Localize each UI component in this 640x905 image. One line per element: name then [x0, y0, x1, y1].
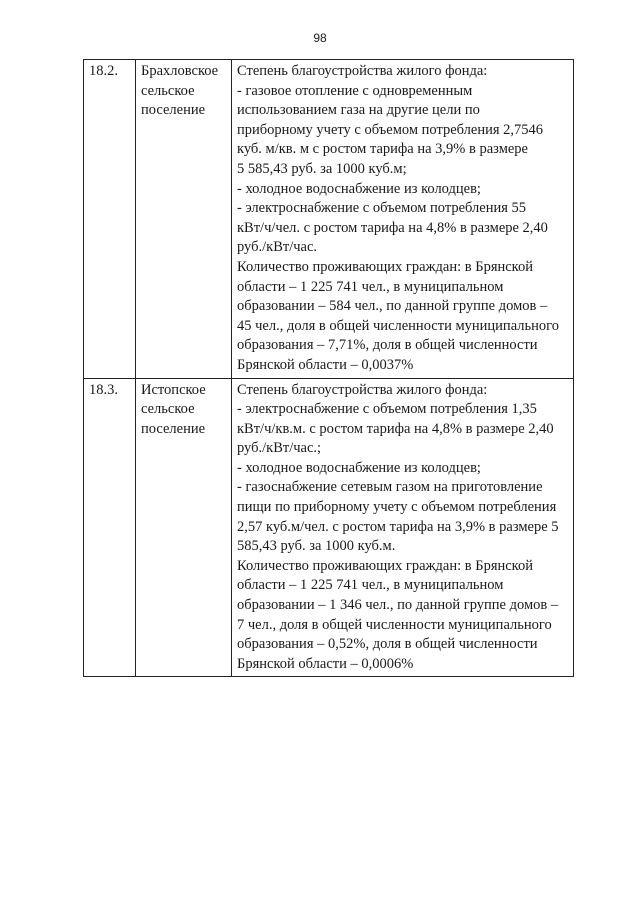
description-line: - газовое отопление с одновременным — [237, 82, 473, 99]
description-line: образовании – 1 346 чел., по данной группе домов – — [237, 597, 559, 614]
description-line: 2,57 куб.м/чел. с ростом тарифа на 3,9% в размере 5 — [237, 518, 559, 535]
description-line: - электроснабжение с объемом потребления 55 — [237, 200, 527, 217]
description-line: - холодное водоснабжение из колодцев; — [237, 459, 481, 476]
description-line: кВт/ч/чел. с ростом тарифа на 4,8% в размере 2,40 — [237, 219, 548, 236]
description-line: пищи по приборному учету с объемом потребления — [237, 499, 557, 516]
settlement-name-line: Брахловское — [141, 63, 219, 79]
description-line: образования – 0,52%, доля в общей численности — [237, 636, 538, 653]
settlement-name-cell — [136, 378, 232, 677]
description-line: образовании – 584 чел., по данной группе домов – — [237, 298, 548, 315]
settlement-name-cell — [136, 60, 232, 379]
description-line: Степень благоустройства жилого фонда: — [237, 381, 488, 398]
description-line: руб./кВт/час.; — [237, 440, 322, 457]
description-line: приборному учету с объемом потребления 2,7546 — [237, 121, 544, 138]
description-line: - электроснабжение с объемом потребления 1,35 — [237, 401, 537, 418]
description-line: 585,43 руб. за 1000 куб.м. — [237, 538, 396, 555]
description-line: Количество проживающих граждан: в Брянской — [237, 557, 533, 574]
description-line: Количество проживающих граждан: в Брянской — [237, 258, 533, 275]
description-line: образования – 7,71%, доля в общей численности — [237, 337, 538, 354]
description-line: куб. м/кв. м с ростом тарифа на 3,9% в размере — [237, 141, 528, 158]
description-line: 45 чел., доля в общей численности муниципального — [237, 317, 559, 334]
tariff-table — [83, 59, 574, 677]
row-number: 18.3. — [89, 381, 118, 398]
page-number: 98 — [313, 31, 327, 45]
row-number-cell — [84, 60, 136, 379]
settlement-name-line: поселение — [141, 420, 206, 437]
description-line: Брянской области – 0,0006% — [237, 655, 414, 672]
settlement-name-line: Истопское — [141, 381, 206, 398]
description-line: 5 585,43 руб. за 1000 куб.м; — [237, 160, 407, 177]
settlement-name-line: сельское — [141, 82, 195, 99]
settlement-name-line: сельское — [141, 401, 195, 418]
table-row — [84, 378, 574, 677]
description-cell — [232, 60, 574, 379]
description-line: области – 1 225 741 чел., в муниципальном — [237, 577, 504, 594]
description-line: Брянской области – 0,0037% — [237, 356, 414, 373]
row-number: 18.2. — [89, 63, 118, 79]
description-cell — [232, 378, 574, 677]
row-number-cell — [84, 378, 136, 677]
description-line: - газоснабжение сетевым газом на приготовление — [237, 479, 543, 496]
description-line: использованием газа на другие цели по — [237, 102, 480, 119]
settlement-name-line: поселение — [141, 102, 206, 119]
description-line: - холодное водоснабжение из колодцев; — [237, 180, 481, 197]
table-row — [84, 60, 574, 379]
description-line: кВт/ч/кв.м. с ростом тарифа на 4,8% в размере 2,40 — [237, 420, 554, 437]
description-line: Степень благоустройства жилого фонда: — [237, 63, 488, 79]
description-line: области – 1 225 741 чел., в муниципальном — [237, 278, 504, 295]
description-line: руб./кВт/час. — [237, 239, 318, 256]
description-line: 7 чел., доля в общей численности муниципального — [237, 616, 552, 633]
